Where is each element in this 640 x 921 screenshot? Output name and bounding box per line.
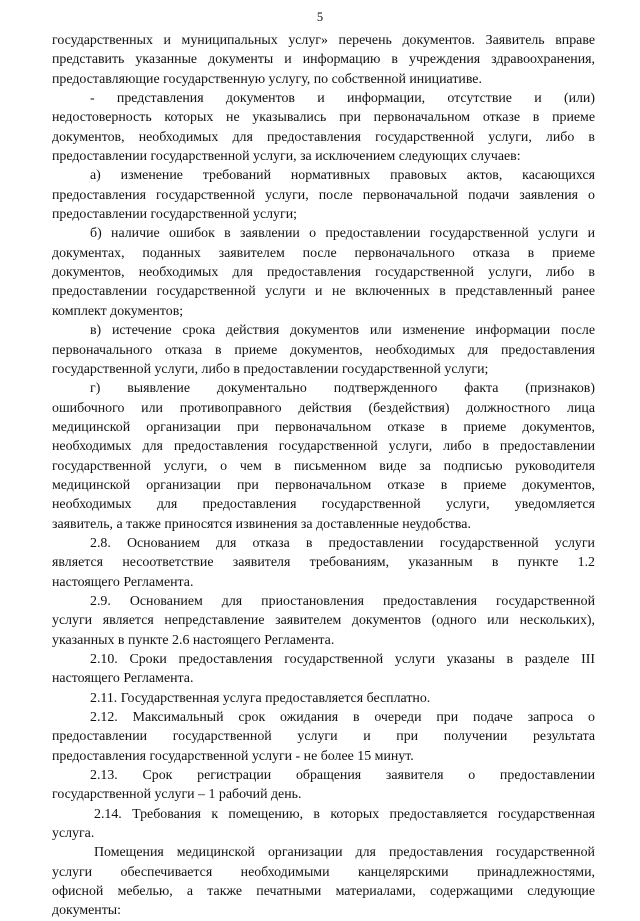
text-line: 2.9. Основанием для приостановления предоставления государственной bbox=[90, 593, 595, 609]
paragraph bbox=[52, 31, 595, 89]
text-line: указанных в пункте 2.6 настоящего Регламента. bbox=[52, 632, 335, 648]
text-line: документов, необходимых для предоставления государственной услуги, либо в bbox=[52, 129, 595, 145]
text-line: 2.12. Максимальный срок ожидания в очереди при подаче запроса о bbox=[90, 710, 595, 726]
text-line: ошибочного или противоправного действия (бездействия) должностного лица bbox=[52, 400, 595, 416]
text-line: первоначального отказа в приеме документов, необходимых для предоставления bbox=[52, 342, 595, 358]
text-line: документов, необходимых для предоставления государственной услуги, либо в bbox=[52, 265, 595, 281]
text-line: офисной мебелью, а также печатными материалами, содержащими следующие bbox=[52, 884, 595, 900]
text-line: настоящего Регламента. bbox=[52, 574, 194, 590]
paragraph bbox=[52, 805, 595, 844]
text-line: в) истечение срока действия документов или изменение информации после bbox=[90, 323, 595, 339]
text-line: а) изменение требований нормативных правовых актов, касающихся bbox=[90, 168, 595, 184]
text-line: представить указанные документы и информацию в учреждения здравоохранения, bbox=[52, 52, 595, 68]
text-line: предоставляющие государственную услугу, по собственной инициативе. bbox=[52, 71, 482, 87]
text-line: медицинской организации при первоначальном отказе в приеме документов, bbox=[52, 477, 595, 493]
paragraph bbox=[52, 166, 595, 224]
document-body bbox=[52, 31, 595, 921]
text-line: предоставления государственной услуги, после первоначальной подачи заявления о bbox=[52, 187, 595, 203]
text-line: государственной услуги – 1 рабочий день. bbox=[52, 787, 302, 803]
paragraph bbox=[52, 843, 595, 920]
text-line: предоставлении государственной услуги, за исключением следующих случаев: bbox=[52, 149, 521, 165]
text-line: услуги является непредставление заявителем документов (одного или нескольких), bbox=[52, 613, 595, 629]
text-line: - представления документов и информации, отсутствие и (или) bbox=[90, 91, 595, 107]
text-line: медицинской организации при первоначальном отказе в приеме документов, bbox=[52, 419, 595, 435]
text-line: 2.11. Государственная услуга предоставляется бесплатно. bbox=[90, 690, 431, 706]
paragraph bbox=[52, 766, 595, 805]
text-line: услуги обеспечивается необходимыми канцелярскими принадлежностями, bbox=[52, 864, 595, 880]
text-line: предоставлении государственной услуги; bbox=[52, 207, 297, 223]
paragraph bbox=[52, 650, 595, 689]
text-line: 2.13. Срок регистрации обращения заявителя о предоставлении bbox=[90, 768, 595, 784]
text-line: документы: bbox=[52, 903, 121, 919]
text-line: услуга. bbox=[52, 826, 95, 842]
paragraph bbox=[52, 708, 595, 766]
text-line: б) наличие ошибок в заявлении о предоставлении государственной услуги и bbox=[90, 226, 595, 242]
page-number: 5 bbox=[316, 10, 324, 24]
text-line: Помещения медицинской организации для предоставления государственной bbox=[94, 845, 595, 861]
paragraph bbox=[52, 89, 595, 166]
text-line: необходимых для предоставления государственной услуги, уведомляется bbox=[52, 497, 595, 513]
paragraph bbox=[52, 321, 595, 379]
paragraph bbox=[52, 592, 595, 650]
text-line: государственных и муниципальных услуг» перечень документов. Заявитель вправе bbox=[52, 33, 595, 48]
paragraph bbox=[52, 689, 595, 708]
text-line: недостоверность которых не указывались при первоначальном отказе в приеме bbox=[52, 110, 595, 126]
text-line: документах, поданных заявителем после первоначального отказа в приеме bbox=[52, 245, 595, 261]
text-line: предоставлении государственной услуги и не включенных в представленный ранее bbox=[52, 284, 595, 300]
text-line: 2.14. Требования к помещению, в которых предоставляется государственная bbox=[94, 806, 595, 822]
paragraph bbox=[52, 534, 595, 592]
text-line: 2.8. Основанием для отказа в предоставлении государственной услуги bbox=[90, 535, 595, 551]
text-line: государственной услуги, либо в предоставлении государственной услуги; bbox=[52, 361, 489, 377]
paragraph bbox=[52, 379, 595, 534]
text-line: 2.10. Сроки предоставления государственной услуги указаны в разделе III bbox=[90, 652, 595, 667]
text-line: комплект документов; bbox=[52, 303, 184, 319]
text-line: предоставлении государственной услуги и при получении результата bbox=[52, 729, 595, 745]
paragraph bbox=[52, 224, 595, 321]
text-line: является несоответствие заявителя требованиям, указанным в пункте 1.2 bbox=[52, 555, 595, 571]
text-line: государственной услуги, о чем в письменном виде за подписью руководителя bbox=[52, 458, 595, 474]
text-line: заявитель, а также приносятся извинения за доставленные неудобства. bbox=[52, 516, 471, 532]
text-line: необходимых для предоставления государственной услуги, либо в предоставлении bbox=[52, 439, 595, 455]
text-line: предоставления государственной услуги - не более 15 минут. bbox=[52, 748, 414, 764]
text-line: настоящего Регламента. bbox=[52, 671, 194, 687]
text-line: г) выявление документально подтвержденного факта (признаков) bbox=[90, 381, 595, 397]
